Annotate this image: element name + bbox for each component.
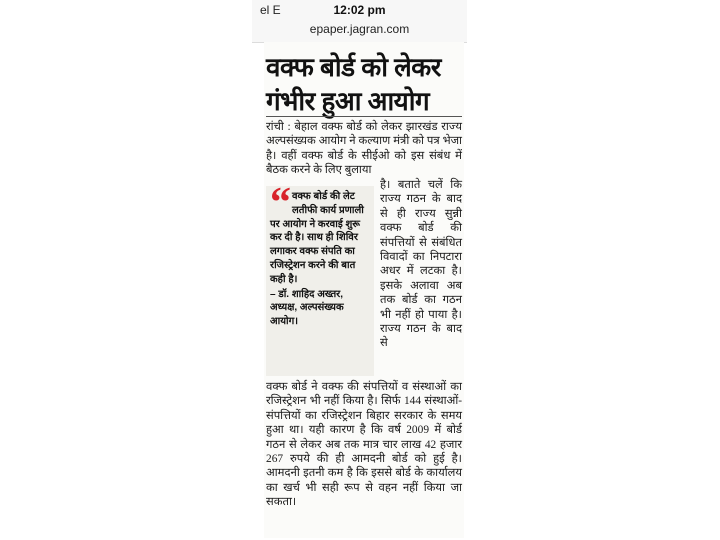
article-paragraph-2: है। बताते चलें कि राज्य गठन के बाद से ही राज्य सुन्नी वक्फ बोर्ड की संपत्तियों से संबंधित विवादों का निपटारा अधर में लटका है। इसके अलावा अब तक बोर्ड का गठन भी नहीं हो पाया है। राज्य गठन के बाद से [380, 179, 462, 350]
pull-quote-text [270, 190, 372, 329]
pull-quote-box [266, 180, 374, 376]
pull-quote-attribution: – डॉ. शाहिद अख्तर, अध्यक्ष, अल्पसंख्यक आयोग। [270, 288, 344, 328]
status-time: 12:02 pm [333, 3, 386, 17]
pull-quote-lead: वक्फ बोर्ड की लेट लतीफी कार्य प्रणाली [292, 191, 364, 216]
address-bar[interactable]: epaper.jagran.com [252, 20, 467, 43]
article-headline [266, 50, 462, 118]
headline-line-1: वक्फ बोर्ड को लेकर [266, 52, 441, 82]
headline-line-2: गंभीर हुआ आयोग [266, 86, 430, 116]
carrier-signal: el E [260, 3, 281, 17]
status-bar [252, 0, 467, 20]
article-paragraph-3: वक्फ बोर्ड ने वक्फ की संपत्तियों व संस्थाओं का रजिस्ट्रेशन भी नहीं किया है। सिर्फ 144 संस्थाओं-संपत्तियों का रजिस्ट्रेशन बिहार सरकार के समय हुआ था। यही कारण है कि वर्ष 2009 में बोर्ड गठन से लेकर अब तक मात्र चार लाख 42 हजार 267 रुपये की ही आमदनी बोर्ड को हुई है। आमदनी इतनी कम है कि इससे बोर्ड के कार्यालय का खर्च भी सही रूप से वहन नहीं किया जा सकता। [266, 381, 462, 509]
headline-divider [266, 116, 462, 117]
newspaper-clipping [264, 42, 464, 538]
article-paragraph-1: रांची : बेहाल वक्फ बोर्ड को लेकर झारखंड राज्य अल्पसंख्यक आयोग ने कल्याण मंत्री को पत्र भेजा है। वहीं वक्फ बोर्ड के सीईओ को इस संबंध में बैठक करने के लिए बुलाया [266, 121, 462, 177]
pull-quote-body: पर आयोग ने करवाई शुरू कर दी है। साथ ही शिविर लगाकर वक्फ संपति का रजिस्ट्रेशन करने की बात कही है। [270, 218, 361, 285]
quote-mark-icon: “ [270, 180, 291, 226]
phone-screen [252, 0, 467, 540]
